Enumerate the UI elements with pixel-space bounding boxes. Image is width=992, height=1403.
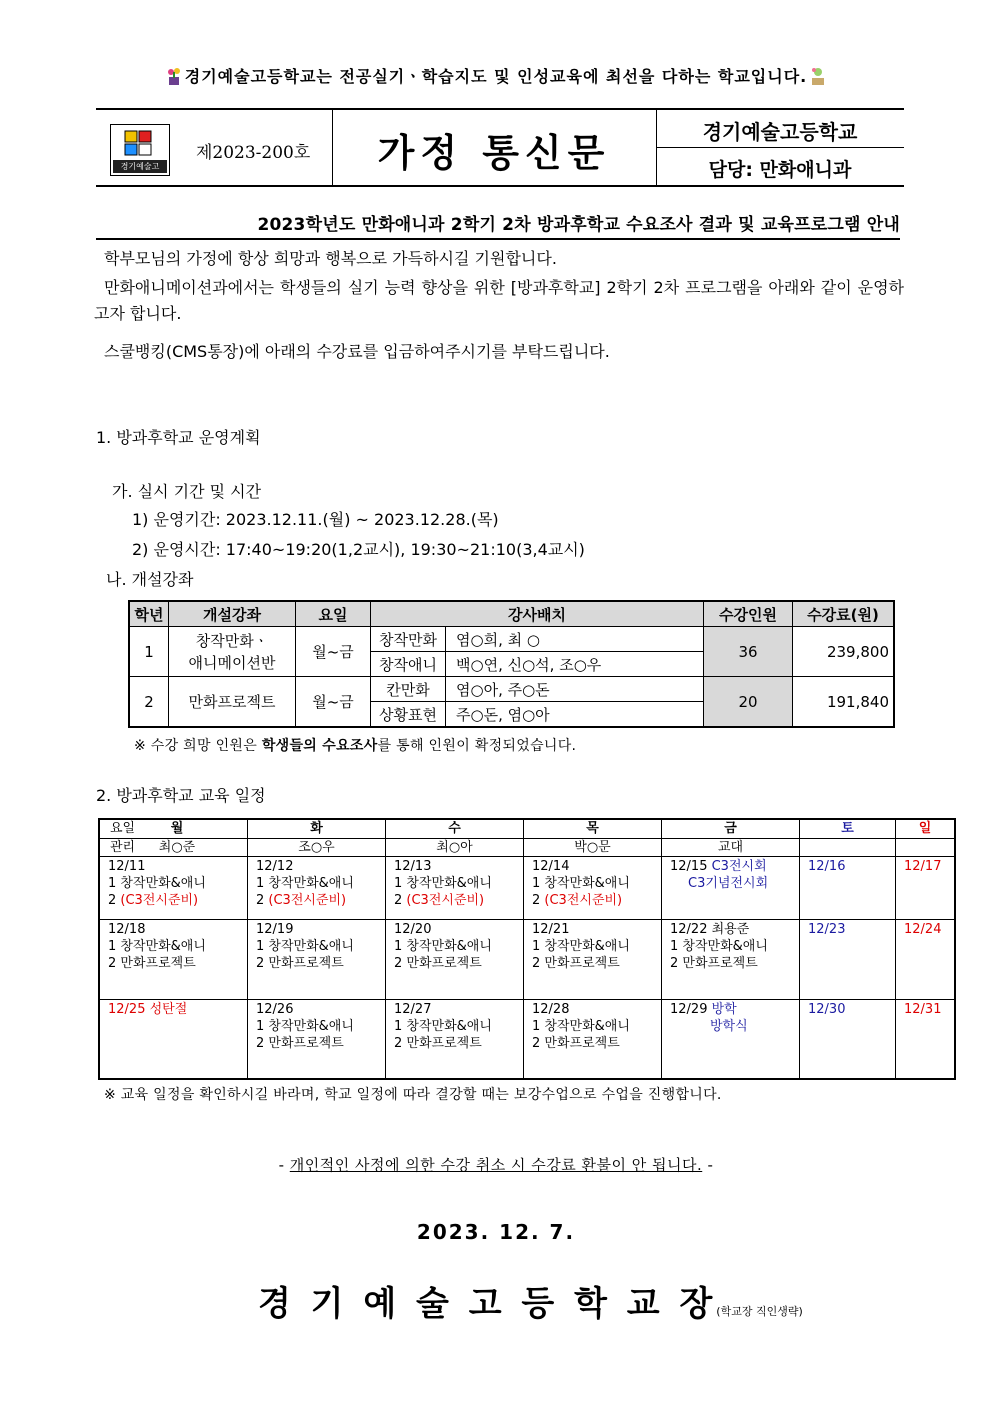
class-line <box>394 892 515 909</box>
table-row <box>129 677 894 702</box>
class-line: 1 창작만화&애니 <box>394 1018 492 1034</box>
schedule-cell <box>99 919 248 999</box>
subject-cell: 창작만화 <box>371 627 446 652</box>
note-bold: 학생들의 수요조사 <box>261 738 378 754</box>
intro-line-1: 학부모님의 가정에 항상 희망과 행복으로 가득하시길 기원합니다. <box>104 249 557 268</box>
col-header: 개설강좌 <box>169 601 296 627</box>
date-line <box>670 858 791 875</box>
manager-mon: 최○준 <box>158 839 196 855</box>
subject-cell: 창작애니 <box>371 652 446 677</box>
instructor-cell: 염○희, 최 ○ <box>446 627 704 652</box>
schedule-cell <box>524 999 662 1079</box>
event: C3전시회 <box>711 858 767 874</box>
class-num: 2 <box>394 892 407 908</box>
event-line: C3기념전시회 <box>688 875 769 891</box>
date: 12/20 <box>394 921 432 937</box>
schedule-cell <box>524 919 662 999</box>
manager-cell <box>99 838 248 856</box>
class-line: 1 창작만화&애니 <box>670 938 768 954</box>
intro-line-3: 스쿨뱅킹(CMS통장)에 아래의 수강료를 입금하여주시기를 부탁드립니다. <box>104 342 610 361</box>
count-cell: 36 <box>704 627 793 677</box>
divider <box>96 186 904 187</box>
class-line <box>256 892 377 909</box>
schedule-cell <box>248 856 386 919</box>
page-title: 가정 통신문 <box>377 130 611 175</box>
class-line: 1 창작만화&애니 <box>108 938 206 954</box>
class-line: 2 만화프로젝트 <box>256 1035 344 1051</box>
class-line: 1 창작만화&애니 <box>532 875 630 891</box>
schedule-cell <box>662 919 800 999</box>
class-line: 2 만화프로젝트 <box>108 955 196 971</box>
class-line: 2 만화프로젝트 <box>256 955 344 971</box>
principal-title: 경 기 예 술 고 등 학 교 장 <box>258 1284 717 1324</box>
class-line: 1 창작만화&애니 <box>394 875 492 891</box>
intro-line-2: 만화애니메이션과에서는 학생들의 실기 능력 향상을 위한 [방과후학교] 2학기 2차 프로그램을 아래와 같이 운영하고자 합니다. <box>94 278 904 323</box>
class-note: (C3전시준비) <box>406 892 485 908</box>
schedule-cell <box>99 856 248 919</box>
event-line: 방학식 <box>710 1018 748 1034</box>
class-line: 1 창작만화&애니 <box>256 875 354 891</box>
document-title: 2023학년도 만화애니과 2학기 2차 방과후학교 수요조사 결과 및 교육프로그램 안내 <box>96 210 900 240</box>
course-table-note <box>134 735 576 755</box>
date: 12/29 <box>670 1001 708 1017</box>
schedule-cell-sat: 12/30 <box>800 999 896 1079</box>
class-num: 2 <box>108 892 121 908</box>
schedule-week-row <box>99 856 955 919</box>
class-line: 1 창작만화&애니 <box>256 938 354 954</box>
class-line: 1 창작만화&애니 <box>394 938 492 954</box>
schedule-cell-sun: 12/17 <box>896 856 956 919</box>
date: 12/28 <box>532 1001 570 1017</box>
schedule-cell <box>99 999 248 1079</box>
class-line: 2 만화프로젝트 <box>532 1035 620 1051</box>
schedule-cell <box>386 856 524 919</box>
refund-notice <box>0 1154 992 1175</box>
class-num: 2 <box>532 892 545 908</box>
day-fri: 금 <box>662 819 800 838</box>
class-line: 1 창작만화&애니 <box>532 938 630 954</box>
date: 12/19 <box>256 921 294 937</box>
manager-wed: 최○아 <box>386 838 524 856</box>
col-header: 수강료(원) <box>793 601 895 627</box>
date: 12/18 <box>108 921 146 937</box>
manager-fri: 교대 <box>662 838 800 856</box>
class-line: 1 창작만화&애니 <box>256 1018 354 1034</box>
date: 12/22 최용준 <box>670 921 750 937</box>
event: 방학 <box>711 1001 737 1017</box>
day-mon: 월 <box>170 821 184 837</box>
school-name: 경기예술고등학교 <box>702 120 858 144</box>
course-line: 창작만화ㆍ <box>195 631 269 650</box>
class-note: (C3전시준비) <box>544 892 623 908</box>
note-text: 를 통해 인원이 확정되었습니다. <box>377 738 577 754</box>
day-cell: 월~금 <box>296 627 371 677</box>
period-item: 1) 운영기간: 2023.12.11.(월) ~ 2023.12.28.(목) <box>132 510 499 529</box>
schedule-cell <box>662 999 800 1079</box>
instructor-cell: 주○돈, 염○아 <box>446 702 704 728</box>
document-number: 제2023-200호 <box>196 143 311 163</box>
schedule-week-row <box>99 919 955 999</box>
time-item: 2) 운영시간: 17:40~19:20(1,2교시), 19:30~21:10(3,4교시) <box>132 540 585 559</box>
course-cell <box>169 627 296 677</box>
schedule-cell-sun: 12/31 <box>896 999 956 1079</box>
table-row <box>129 627 894 652</box>
schedule-cell <box>248 999 386 1079</box>
manager-sat <box>800 838 896 856</box>
day-sun: 일 <box>896 819 956 838</box>
document-header <box>96 108 904 187</box>
schedule-cell-sat: 12/16 <box>800 856 896 919</box>
date: 12/25 성탄절 <box>108 1001 188 1017</box>
schedule-table <box>98 818 956 1080</box>
schedule-manager-row <box>99 838 955 856</box>
class-line: 2 만화프로젝트 <box>532 955 620 971</box>
day-sat: 토 <box>800 819 896 838</box>
manager-thu: 박○문 <box>524 838 662 856</box>
divider <box>332 110 333 185</box>
class-note: (C3전시준비) <box>268 892 347 908</box>
grade-cell: 1 <box>129 627 169 677</box>
class-line <box>532 892 653 909</box>
day-thu: 목 <box>524 819 662 838</box>
section-1-sub-a: 가. 실시 기간 및 시간 <box>112 482 262 501</box>
manager-label: 관리 <box>110 839 136 855</box>
count-cell: 20 <box>704 677 793 728</box>
col-header: 요일 <box>296 601 371 627</box>
section-2-title: 2. 방과후학교 교육 일정 <box>96 786 266 805</box>
flower-icon <box>809 66 827 86</box>
course-cell: 만화프로젝트 <box>169 677 296 728</box>
date: 12/26 <box>256 1001 294 1017</box>
col-header: 학년 <box>129 601 169 627</box>
department: 담당: 만화애니과 <box>708 159 852 181</box>
course-table <box>128 600 895 728</box>
date: 12/13 <box>394 858 432 874</box>
instructor-cell: 염○아, 주○돈 <box>446 677 704 702</box>
instructor-cell: 백○연, 신○석, 조○우 <box>446 652 704 677</box>
class-line: 2 만화프로젝트 <box>394 1035 482 1051</box>
col-header: 수강인원 <box>704 601 793 627</box>
note-text: ※ 수강 희망 인원은 <box>134 738 262 754</box>
refund-dash: - <box>278 1156 290 1174</box>
day-wed: 수 <box>386 819 524 838</box>
section-1-sub-b: 나. 개설강좌 <box>106 570 194 589</box>
fee-cell: 239,800 <box>793 627 895 677</box>
school-logo-text: 경기예술고 <box>120 162 160 171</box>
class-line: 2 만화프로젝트 <box>394 955 482 971</box>
schedule-cell <box>386 999 524 1079</box>
schedule-week-row <box>99 999 955 1079</box>
grade-cell: 2 <box>129 677 169 728</box>
principal-signature <box>258 1276 803 1325</box>
date-line <box>670 1001 791 1018</box>
class-num: 2 <box>256 892 269 908</box>
school-motto: 경기예술고등학교는 전공실기ㆍ학습지도 및 인성교육에 최선을 다하는 학교입니다. <box>0 64 992 87</box>
class-line: 1 창작만화&애니 <box>108 875 206 891</box>
fee-cell: 191,840 <box>793 677 895 728</box>
day-header-cell <box>99 819 248 838</box>
schedule-cell <box>524 856 662 919</box>
schedule-cell-sun: 12/24 <box>896 919 956 999</box>
class-line <box>108 892 239 909</box>
subject-cell: 칸만화 <box>371 677 446 702</box>
date: 12/12 <box>256 858 294 874</box>
day-cell: 월~금 <box>296 677 371 728</box>
day-label: 요일 <box>110 821 136 837</box>
table-header-row <box>129 601 894 627</box>
date: 12/14 <box>532 858 570 874</box>
date: 12/27 <box>394 1001 432 1017</box>
manager-sun <box>896 838 956 856</box>
school-logo <box>110 124 170 176</box>
subject-cell: 상황표현 <box>371 702 446 728</box>
class-line: 2 만화프로젝트 <box>670 955 758 971</box>
class-note: (C3전시준비) <box>120 892 199 908</box>
refund-text: 개인적인 사정에 의한 수강 취소 시 수강료 환불이 안 됩니다. <box>289 1156 703 1174</box>
refund-dash: - <box>702 1156 714 1174</box>
schedule-day-row <box>99 819 955 838</box>
schedule-cell <box>248 919 386 999</box>
seal-omitted-note: (학교장 직인생략) <box>716 1305 803 1318</box>
date: 12/15 <box>670 858 708 874</box>
day-tue: 화 <box>248 819 386 838</box>
date: 12/21 <box>532 921 570 937</box>
flower-pot-icon <box>165 66 183 86</box>
schedule-cell <box>662 856 800 919</box>
class-line: 1 창작만화&애니 <box>532 1018 630 1034</box>
date: 12/11 <box>108 858 146 874</box>
col-header: 강사배치 <box>371 601 704 627</box>
section-1-title: 1. 방과후학교 운영계획 <box>96 428 261 447</box>
schedule-cell-sat: 12/23 <box>800 919 896 999</box>
course-line: 애니메이션반 <box>188 653 276 672</box>
schedule-cell <box>386 919 524 999</box>
schedule-note: ※ 교육 일정을 확인하시길 바라며, 학교 일정에 따라 결강할 때는 보강수업으로 수업을 진행합니다. <box>104 1087 722 1103</box>
divider <box>656 147 904 148</box>
issue-date: 2023. 12. 7. <box>416 1220 576 1244</box>
manager-tue: 조○우 <box>248 838 386 856</box>
